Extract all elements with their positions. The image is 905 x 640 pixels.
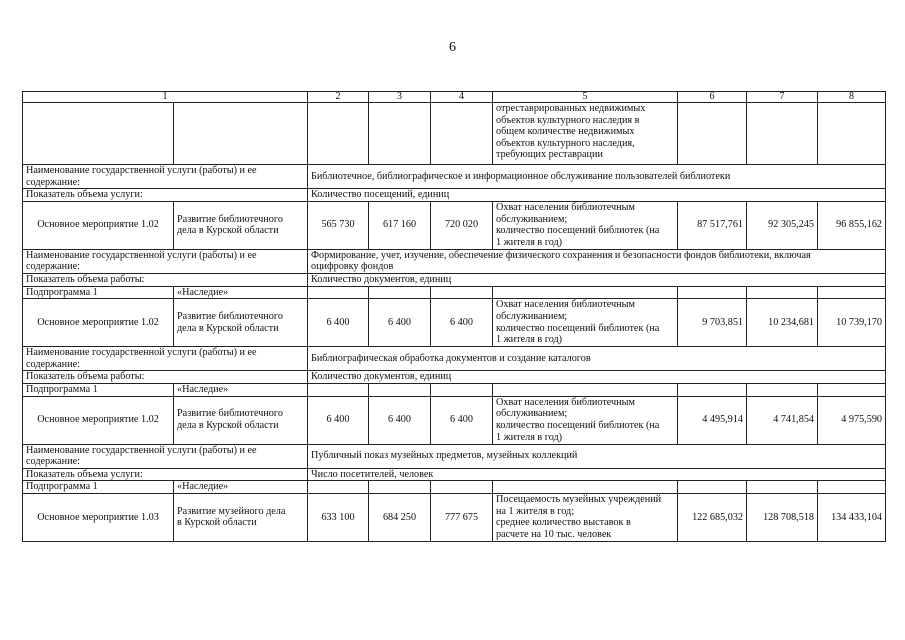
empty-cell	[678, 286, 747, 299]
subprogram-name: «Наследие»	[174, 383, 308, 396]
text-line: Охват населения библиотечным	[496, 202, 635, 214]
value-c2: 6 400	[308, 396, 369, 444]
text-line: Развитие библиотечного	[177, 311, 283, 323]
subprogram-name: «Наследие»	[174, 286, 308, 299]
value-c2: 565 730	[308, 201, 369, 249]
measure-name: Основное мероприятие 1.03	[23, 493, 174, 541]
header-cell-6: 6	[678, 92, 747, 103]
text-line: объектов культурного наследия в	[496, 114, 640, 126]
measure-description	[174, 299, 308, 347]
text-line: обслуживанием;	[496, 213, 568, 225]
text-line: Развитие музейного дела	[177, 505, 286, 517]
indicator-value: Количество документов, единиц	[308, 273, 886, 286]
empty-cell	[747, 103, 818, 165]
service-row	[23, 249, 886, 273]
value-c8: 10 739,170	[818, 299, 886, 347]
text-line: Формирование, учет, изучение, обеспечение физического сохранения и безопасности фондов библиотеки, включая	[311, 249, 811, 261]
text-line: Наименование государственной услуги (работы) и ее	[26, 347, 257, 359]
value-c3: 6 400	[369, 299, 431, 347]
text-line: требующих реставрации	[496, 149, 603, 161]
text-line: Публичный показ музейных предметов, музейных коллекций	[311, 450, 578, 462]
header-cell-7: 7	[747, 92, 818, 103]
text-line: объектов культурного наследия,	[496, 137, 635, 149]
indicator-label: Показатель объема услуги:	[23, 189, 308, 202]
value-c6: 9 703,851	[678, 299, 747, 347]
empty-cell	[174, 103, 308, 165]
text-line: содержание:	[26, 261, 80, 273]
text-line: оцифровку фондов	[311, 261, 394, 273]
empty-cell	[493, 383, 678, 396]
text-line: 1 жителя в год)	[496, 334, 563, 346]
value-c7: 92 305,245	[747, 201, 818, 249]
measure-description	[174, 493, 308, 541]
service-row	[23, 444, 886, 468]
text-line: общем количестве недвижимых	[496, 126, 635, 138]
header-row	[23, 92, 886, 103]
service-label	[23, 165, 308, 189]
value-c7: 4 741,854	[747, 396, 818, 444]
service-label	[23, 444, 308, 468]
empty-cell	[308, 286, 369, 299]
empty-cell	[818, 481, 886, 494]
text-line: Наименование государственной услуги (работы) и ее	[26, 165, 257, 176]
text-line: дела в Курской области	[177, 420, 279, 432]
service-value	[308, 444, 886, 468]
text-line: дела в Курской области	[177, 225, 279, 237]
value-c6: 87 517,761	[678, 201, 747, 249]
service-value	[308, 165, 886, 189]
value-c8: 134 433,104	[818, 493, 886, 541]
text-line: количество посещений библиотек (на	[496, 420, 660, 432]
empty-cell	[678, 481, 747, 494]
text-line: дела в Курской области	[177, 322, 279, 334]
empty-cell	[23, 103, 174, 165]
empty-cell	[493, 481, 678, 494]
service-label	[23, 347, 308, 371]
header-cell-5: 5	[493, 92, 678, 103]
empty-cell	[747, 481, 818, 494]
empty-cell	[369, 383, 431, 396]
text-line: среднее количество выставок в	[496, 517, 631, 529]
text-line: Охват населения библиотечным	[496, 396, 635, 408]
text-line: содержание:	[26, 176, 80, 188]
value-c7: 128 708,518	[747, 493, 818, 541]
text-line: 1 жителя в год)	[496, 431, 563, 443]
empty-cell	[308, 383, 369, 396]
value-c4: 720 020	[431, 201, 493, 249]
empty-cell	[369, 286, 431, 299]
measure-description	[174, 201, 308, 249]
value-c6: 4 495,914	[678, 396, 747, 444]
indicator-value: Количество посещений, единиц	[308, 189, 886, 202]
text-line: Библиотечное, библиографическое и информационное обслуживание пользователей библиотеки	[311, 170, 731, 182]
service-value	[308, 347, 886, 371]
indicator-label: Показатель объема услуги:	[23, 468, 308, 481]
text-line: обслуживанием;	[496, 408, 568, 420]
indicator-label: Показатель объема работы:	[23, 273, 308, 286]
indicator-value: Число посетителей, человек	[308, 468, 886, 481]
text-line: содержание:	[26, 358, 80, 370]
text-line: количество посещений библиотек (на	[496, 225, 660, 237]
measure-row	[23, 201, 886, 249]
empty-cell	[678, 103, 747, 165]
subprogram-name: «Наследие»	[174, 481, 308, 494]
empty-cell	[431, 103, 493, 165]
subprogram-row	[23, 481, 886, 494]
empty-cell	[678, 383, 747, 396]
measure-row	[23, 299, 886, 347]
text-line: Посещаемость музейных учреждений	[496, 494, 662, 506]
value-c8: 96 855,162	[818, 201, 886, 249]
measure-name: Основное мероприятие 1.02	[23, 201, 174, 249]
empty-cell	[818, 286, 886, 299]
measure-row	[23, 493, 886, 541]
service-row	[23, 347, 886, 371]
value-c4: 777 675	[431, 493, 493, 541]
indicator-label: Показатель объема работы:	[23, 371, 308, 384]
page-number: 6	[449, 40, 456, 55]
value-c2: 6 400	[308, 299, 369, 347]
value-c6: 122 685,032	[678, 493, 747, 541]
header-cell-4: 4	[431, 92, 493, 103]
service-value	[308, 249, 886, 273]
indicator-description	[493, 493, 678, 541]
text-line: Наименование государственной услуги (работы) и ее	[26, 249, 257, 261]
subprogram-row	[23, 383, 886, 396]
text-line: отреставрированных недвижимых	[496, 103, 646, 114]
text-line: содержание:	[26, 456, 80, 468]
empty-cell	[308, 103, 369, 165]
value-c3: 617 160	[369, 201, 431, 249]
text-line: на 1 жителя в год;	[496, 505, 575, 517]
text-line: 1 жителя в год)	[496, 236, 563, 248]
continuation-row	[23, 103, 886, 165]
value-c8: 4 975,590	[818, 396, 886, 444]
indicator-description	[493, 299, 678, 347]
value-c2: 633 100	[308, 493, 369, 541]
text-line: Развитие библиотечного	[177, 213, 283, 225]
table-body	[23, 92, 886, 542]
header-cell-2: 2	[308, 92, 369, 103]
empty-cell	[369, 103, 431, 165]
subprogram-label: Подпрограмма 1	[23, 286, 174, 299]
text-line: количество посещений библиотек (на	[496, 322, 660, 334]
measure-row	[23, 396, 886, 444]
empty-cell	[493, 286, 678, 299]
empty-cell	[431, 286, 493, 299]
value-c7: 10 234,681	[747, 299, 818, 347]
service-label	[23, 249, 308, 273]
empty-cell	[308, 481, 369, 494]
measure-name: Основное мероприятие 1.02	[23, 299, 174, 347]
empty-cell	[747, 383, 818, 396]
text-line: Наименование государственной услуги (работы) и ее	[26, 444, 257, 456]
value-c3: 684 250	[369, 493, 431, 541]
continuation-text	[493, 103, 678, 165]
measure-name: Основное мероприятие 1.02	[23, 396, 174, 444]
subprogram-label: Подпрограмма 1	[23, 383, 174, 396]
indicator-row	[23, 189, 886, 202]
services-table	[22, 91, 886, 542]
text-line: Охват населения библиотечным	[496, 299, 635, 311]
text-line: в Курской области	[177, 517, 257, 529]
header-cell-1: 1	[23, 92, 308, 103]
empty-cell	[818, 103, 886, 165]
text-line: Библиографическая обработка документов и создание каталогов	[311, 352, 591, 364]
indicator-row	[23, 273, 886, 286]
indicator-description	[493, 396, 678, 444]
text-line: расчете на 10 тыс. человек	[496, 529, 612, 540]
indicator-value: Количество документов, единиц	[308, 371, 886, 384]
header-cell-3: 3	[369, 92, 431, 103]
value-c4: 6 400	[431, 299, 493, 347]
empty-cell	[431, 383, 493, 396]
header-cell-8: 8	[818, 92, 886, 103]
subprogram-row	[23, 286, 886, 299]
indicator-row	[23, 371, 886, 384]
measure-description	[174, 396, 308, 444]
subprogram-label: Подпрограмма 1	[23, 481, 174, 494]
indicator-row	[23, 468, 886, 481]
indicator-description	[493, 201, 678, 249]
service-row	[23, 165, 886, 189]
empty-cell	[369, 481, 431, 494]
empty-cell	[747, 286, 818, 299]
text-line: Развитие библиотечного	[177, 408, 283, 420]
empty-cell	[431, 481, 493, 494]
value-c3: 6 400	[369, 396, 431, 444]
text-line: обслуживанием;	[496, 311, 568, 323]
empty-cell	[818, 383, 886, 396]
value-c4: 6 400	[431, 396, 493, 444]
